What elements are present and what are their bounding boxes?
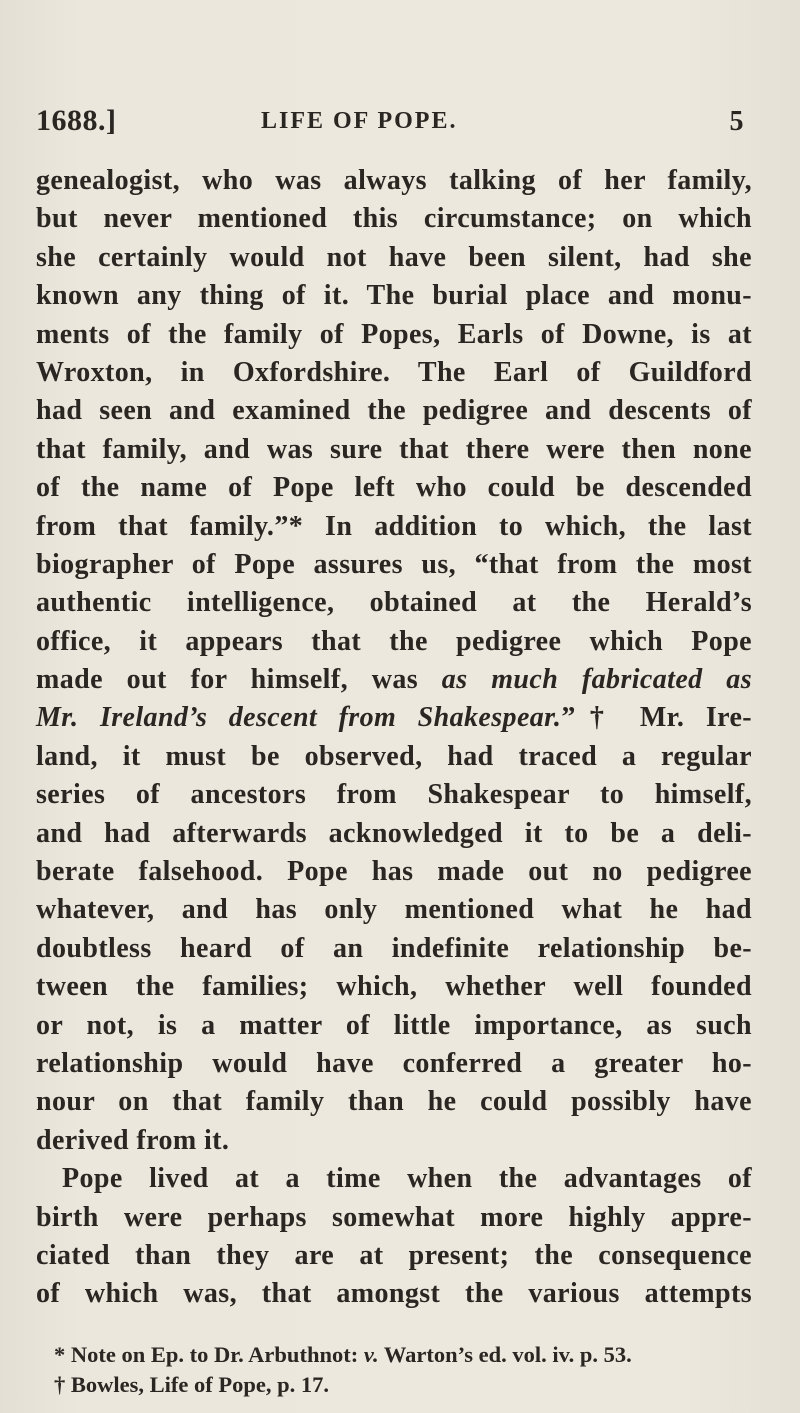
text-line: she certainly would not have been silent, had she xyxy=(36,241,752,273)
text-line: Wroxton, in Oxfordshire. The Earl of Guildford xyxy=(36,356,752,388)
body-text xyxy=(36,162,752,1314)
text-line: ments of the family of Popes, Earls of Downe, is at xyxy=(36,318,752,350)
text-line: berate falsehood. Pope has made out no pedigree xyxy=(36,856,752,888)
running-head-title: LIFE OF POPE. xyxy=(261,108,458,134)
running-head xyxy=(36,104,752,152)
footnote-text: * Note on Ep. to Dr. Arbuthnot: xyxy=(54,1342,364,1367)
text-line: biographer of Pope assures us, “that from the most xyxy=(36,548,752,580)
page-number: 5 xyxy=(729,106,744,137)
text-line: of which was, that amongst the various attempts xyxy=(36,1278,752,1310)
text-line: but never mentioned this circumstance; on which xyxy=(36,203,752,235)
paragraph-start-line: Pope lived at a time when the advantages of xyxy=(62,1163,752,1195)
text-line: had seen and examined the pedigree and descents of xyxy=(36,395,752,427)
text-line: derived from it. xyxy=(36,1124,230,1156)
running-head-year: 1688.] xyxy=(36,104,117,137)
text-line: relationship would have conferred a greater ho- xyxy=(36,1047,752,1079)
text-line: from that family.”* In addition to which, the last xyxy=(36,510,752,542)
italic-text: Mr. Ireland’s descent from Shakespear. xyxy=(36,702,562,734)
text-line: doubtless heard of an indefinite relationship be- xyxy=(36,932,752,964)
text-line: nour on that family than he could possibly have xyxy=(36,1086,752,1118)
text-line: whatever, and has only mentioned what he had xyxy=(36,894,752,926)
italic-text: as much fabricated as xyxy=(441,664,752,696)
text-line xyxy=(36,699,752,737)
text-line: series of ancestors from Shakespear to himself, xyxy=(36,779,752,811)
text-line: that family, and was sure that there were then none xyxy=(36,433,752,465)
footnote-text: Warton’s ed. vol. iv. p. 53. xyxy=(378,1342,632,1367)
footnote-italic: v. xyxy=(363,1342,379,1367)
text-line: and had afterwards acknowledged it to be a deli- xyxy=(36,817,752,849)
text-segment: ”† Mr. Ire- xyxy=(561,702,752,734)
text-line: tween the families; which, whether well founded xyxy=(36,971,752,1003)
footnote xyxy=(54,1340,754,1370)
text-line xyxy=(36,661,752,699)
text-line: genealogist, who was always talking of her family, xyxy=(36,165,752,196)
footnotes xyxy=(54,1340,754,1400)
text-line: ciated than they are at present; the consequence xyxy=(36,1239,752,1271)
footnote xyxy=(54,1370,754,1400)
text-line: of the name of Pope left who could be descended xyxy=(36,472,752,504)
text-line: or not, is a matter of little importance, as such xyxy=(36,1009,752,1041)
text-line: land, it must be observed, had traced a regular xyxy=(36,740,752,772)
text-segment: made out for himself, was xyxy=(36,664,442,696)
footnote-text: † Bowles, Life of Pope, p. 17. xyxy=(54,1372,329,1397)
text-line: office, it appears that the pedigree which Pope xyxy=(36,625,752,657)
text-line: birth were perhaps somewhat more highly appre- xyxy=(36,1201,752,1233)
text-line: known any thing of it. The burial place and monu- xyxy=(36,280,752,312)
text-line: authentic intelligence, obtained at the Herald’s xyxy=(36,587,752,619)
